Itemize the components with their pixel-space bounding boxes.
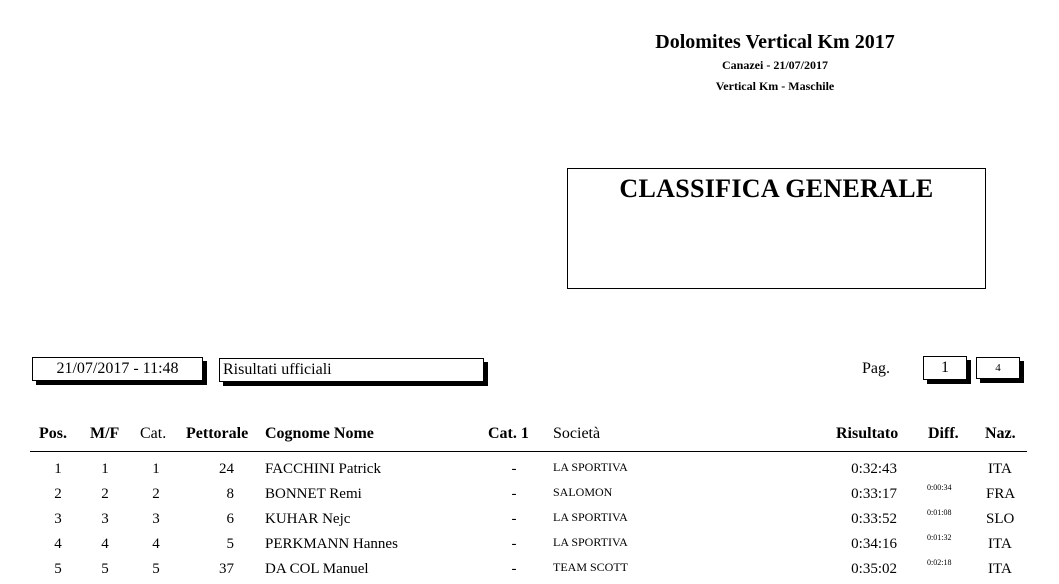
table-row — [0, 459, 1059, 484]
report-title: CLASSIFICA GENERALE — [619, 174, 934, 203]
cell-bib: 5 — [226, 536, 234, 552]
cell-cat: 1 — [152, 461, 160, 477]
event-location-date: Canazei - 21/07/2017 — [722, 58, 828, 72]
total-pages: 4 — [976, 357, 1020, 379]
col-header-mf: M/F — [90, 425, 120, 442]
cell-mf: 4 — [101, 536, 109, 552]
report-status: Risultati ufficiali — [219, 358, 484, 382]
header-divider — [30, 451, 1027, 452]
cell-result: 0:32:43 — [851, 461, 897, 477]
col-header-cat1: Cat. 1 — [488, 425, 529, 442]
cell-mf: 5 — [101, 561, 109, 577]
table-row — [0, 559, 1059, 584]
table-row — [0, 534, 1059, 559]
col-header-bib: Pettorale — [186, 425, 249, 442]
col-header-cat: Cat. — [140, 425, 167, 442]
cell-cat: 3 — [152, 511, 160, 527]
cell-name: KUHAR Nejc — [265, 511, 351, 527]
cell-bib: 8 — [226, 486, 234, 502]
cell-name: FACCHINI Patrick — [265, 461, 381, 477]
col-header-result: Risultato — [836, 425, 899, 442]
col-header-pos: Pos. — [39, 425, 67, 442]
cell-result: 0:34:16 — [851, 536, 897, 552]
cell-diff: 0:01:32 — [927, 533, 952, 542]
cell-nat: SLO — [986, 511, 1015, 527]
cell-cat: 4 — [152, 536, 160, 552]
report-title-box — [567, 168, 986, 289]
cell-result: 0:35:02 — [851, 561, 897, 577]
cell-result: 0:33:52 — [851, 511, 897, 527]
cell-mf: 1 — [101, 461, 109, 477]
cell-nat: FRA — [986, 486, 1016, 502]
cell-diff: 0:01:08 — [927, 508, 952, 517]
cell-name: BONNET Remi — [265, 486, 362, 502]
cell-diff: 0:02:18 — [927, 558, 952, 567]
report-datetime: 21/07/2017 - 11:48 — [32, 357, 203, 381]
cell-result: 0:33:17 — [851, 486, 897, 502]
cell-pos: 3 — [54, 511, 62, 527]
col-header-diff: Diff. — [928, 425, 959, 442]
col-header-club: Società — [553, 425, 601, 442]
cell-pos: 4 — [54, 536, 62, 552]
cell-cat: 2 — [152, 486, 160, 502]
event-race: Vertical Km - Maschile — [715, 79, 835, 93]
cell-diff: 0:00:34 — [927, 483, 952, 492]
cell-cat1: - — [511, 561, 517, 577]
cell-cat1: - — [511, 511, 517, 527]
cell-cat: 5 — [152, 561, 160, 577]
page-number: 1 — [923, 356, 967, 380]
cell-club: LA SPORTIVA — [553, 460, 628, 474]
cell-mf: 3 — [101, 511, 109, 527]
cell-pos: 2 — [54, 486, 62, 502]
cell-cat1: - — [511, 536, 517, 552]
cell-cat1: - — [511, 486, 517, 502]
cell-bib: 37 — [219, 561, 234, 577]
cell-club: LA SPORTIVA — [553, 535, 628, 549]
table-row — [0, 509, 1059, 534]
cell-name: PERKMANN Hannes — [265, 536, 398, 552]
cell-club: LA SPORTIVA — [553, 510, 628, 524]
col-header-nat: Naz. — [985, 425, 1016, 442]
cell-pos: 5 — [54, 561, 62, 577]
cell-mf: 2 — [101, 486, 109, 502]
cell-pos: 1 — [54, 461, 62, 477]
cell-club: SALOMON — [553, 485, 613, 499]
cell-cat1: - — [511, 461, 517, 477]
cell-name: DA COL Manuel — [265, 561, 369, 577]
col-header-name: Cognome Nome — [265, 425, 374, 442]
page-label: Pag. — [862, 360, 890, 377]
table-row — [0, 484, 1059, 509]
cell-club: TEAM SCOTT — [553, 560, 628, 574]
event-title: Dolomites Vertical Km 2017 — [655, 31, 895, 53]
cell-bib: 6 — [226, 511, 234, 527]
cell-nat: ITA — [988, 536, 1012, 552]
cell-bib: 24 — [219, 461, 234, 477]
cell-nat: ITA — [988, 461, 1012, 477]
cell-nat: ITA — [988, 561, 1012, 577]
